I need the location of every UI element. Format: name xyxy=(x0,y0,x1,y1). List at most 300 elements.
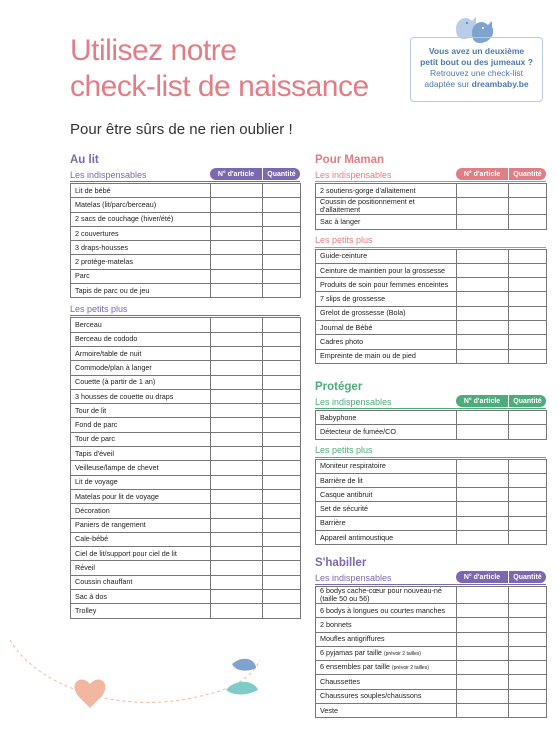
quantity-cell[interactable] xyxy=(263,418,301,432)
quantity-cell[interactable] xyxy=(263,475,301,489)
column-quantity: Quantité xyxy=(262,168,300,180)
quantity-cell[interactable] xyxy=(263,375,301,389)
table-row xyxy=(71,226,301,240)
article-number-cell[interactable] xyxy=(211,389,263,403)
table-row xyxy=(71,269,301,283)
quantity-cell[interactable] xyxy=(263,346,301,360)
quantity-cell[interactable] xyxy=(509,411,547,425)
table-row xyxy=(71,212,301,226)
quantity-cell[interactable] xyxy=(509,516,547,530)
divider xyxy=(315,584,546,585)
promo-line4-prefix: adaptée sur xyxy=(424,79,472,89)
item-label xyxy=(316,321,457,335)
quantity-cell[interactable] xyxy=(509,321,547,335)
article-number-cell[interactable] xyxy=(211,255,263,269)
table-row xyxy=(71,432,301,446)
column-headers xyxy=(456,571,546,583)
item-text: Moufles antigriffures xyxy=(320,634,385,644)
quantity-cell[interactable] xyxy=(509,488,547,502)
article-number-cell[interactable] xyxy=(457,618,509,632)
item-text: Sac à langer xyxy=(320,216,361,226)
item-text: Détecteur de fumée/CO xyxy=(320,426,396,436)
subsection-header xyxy=(70,168,300,181)
article-number-cell[interactable] xyxy=(457,215,509,229)
subsection-label: Les petits plus xyxy=(315,445,373,456)
subsection-header xyxy=(315,395,546,408)
article-number-cell[interactable] xyxy=(211,547,263,561)
column-article: N° d'article xyxy=(463,170,501,178)
quantity-cell[interactable] xyxy=(509,335,547,349)
table-row xyxy=(316,425,547,439)
item-text: 6 bodys cache-cœur pour nouveau-né (taille 50 ou 56) xyxy=(320,586,442,603)
quantity-cell[interactable] xyxy=(263,532,301,546)
item-label xyxy=(71,418,211,432)
table-row xyxy=(316,473,547,487)
checklist-table xyxy=(315,249,547,364)
article-number-cell[interactable] xyxy=(457,249,509,263)
table-row xyxy=(71,241,301,255)
item-note: (prévoir 2 tailles) xyxy=(391,665,429,672)
divider xyxy=(70,181,300,182)
item-text: Berceau xyxy=(75,320,102,330)
article-number-cell[interactable] xyxy=(457,646,509,660)
item-text: Réveil xyxy=(75,563,95,573)
item-label xyxy=(71,318,211,332)
item-text: Trolley xyxy=(75,605,97,615)
promo-link[interactable]: dreambaby.be xyxy=(471,79,529,89)
item-label xyxy=(71,284,211,298)
article-number-cell[interactable] xyxy=(457,488,509,502)
divider xyxy=(315,408,546,409)
item-label xyxy=(71,532,211,546)
item-label xyxy=(71,375,211,389)
item-text: Moniteur respiratoire xyxy=(320,461,386,471)
item-label xyxy=(71,575,211,589)
table-row xyxy=(316,184,547,198)
article-number-cell[interactable] xyxy=(457,689,509,703)
column-headers xyxy=(456,395,546,407)
table-row xyxy=(316,531,547,545)
quantity-cell[interactable] xyxy=(509,263,547,277)
subsection-header xyxy=(315,234,546,247)
article-number-cell[interactable] xyxy=(457,321,509,335)
section-title: Protéger xyxy=(315,381,363,393)
quantity-cell[interactable] xyxy=(263,332,301,346)
quantity-cell[interactable] xyxy=(509,459,547,473)
column-headers xyxy=(456,168,546,180)
item-text: Chaussures souples/chaussons xyxy=(320,691,422,701)
quantity-cell[interactable] xyxy=(263,518,301,532)
item-label xyxy=(316,292,457,306)
quantity-cell[interactable] xyxy=(509,632,547,646)
table-row xyxy=(71,198,301,212)
quantity-cell[interactable] xyxy=(263,547,301,561)
column-quantity: Quantité xyxy=(508,395,546,407)
article-number-cell[interactable] xyxy=(457,292,509,306)
article-number-cell[interactable] xyxy=(457,675,509,689)
quantity-cell[interactable] xyxy=(263,241,301,255)
quantity-cell[interactable] xyxy=(509,604,547,618)
article-number-cell[interactable] xyxy=(457,704,509,718)
table-row xyxy=(316,661,547,675)
quantity-cell[interactable] xyxy=(509,198,547,215)
item-label xyxy=(71,447,211,461)
article-number-cell[interactable] xyxy=(457,473,509,487)
quantity-cell[interactable] xyxy=(509,531,547,545)
item-text: Cadres photo xyxy=(320,337,364,347)
item-text: Armoire/table de nuit xyxy=(75,348,142,358)
table-row xyxy=(71,504,301,518)
table-row xyxy=(316,278,547,292)
item-label xyxy=(316,459,457,473)
item-text: Produits de soin pour femmes enceintes xyxy=(320,279,449,289)
item-label xyxy=(316,618,457,632)
item-label xyxy=(316,488,457,502)
item-label xyxy=(71,475,211,489)
item-label xyxy=(316,675,457,689)
item-label xyxy=(71,346,211,360)
table-row xyxy=(316,411,547,425)
table-row xyxy=(71,284,301,298)
item-text: Lit de bébé xyxy=(75,185,111,195)
table-row xyxy=(316,198,547,215)
item-text: Veste xyxy=(320,705,338,715)
section-pour-maman xyxy=(315,154,546,364)
table-row xyxy=(71,255,301,269)
item-label xyxy=(71,432,211,446)
item-label xyxy=(316,249,457,263)
article-number-cell[interactable] xyxy=(457,604,509,618)
quantity-cell[interactable] xyxy=(263,226,301,240)
article-number-cell[interactable] xyxy=(457,263,509,277)
subsection-label: Les indispensables xyxy=(315,169,392,180)
article-number-cell[interactable] xyxy=(211,475,263,489)
item-text: Fond de parc xyxy=(75,420,118,430)
table-row xyxy=(316,321,547,335)
item-label xyxy=(316,263,457,277)
item-label xyxy=(71,198,211,212)
article-number-cell[interactable] xyxy=(457,411,509,425)
item-label xyxy=(71,389,211,403)
quantity-cell[interactable] xyxy=(509,704,547,718)
item-text: Matelas (lit/parc/berceau) xyxy=(75,199,157,209)
quantity-cell[interactable] xyxy=(263,212,301,226)
item-label xyxy=(71,504,211,518)
item-text: Décoration xyxy=(75,505,110,515)
article-number-cell[interactable] xyxy=(457,661,509,675)
item-text: 2 protège-matelas xyxy=(75,257,133,267)
quantity-cell[interactable] xyxy=(509,661,547,675)
article-number-cell[interactable] xyxy=(457,587,509,604)
item-label xyxy=(316,646,457,660)
item-text: Grelot de grossesse (Bola) xyxy=(320,308,406,318)
quantity-cell[interactable] xyxy=(263,447,301,461)
article-number-cell[interactable] xyxy=(457,632,509,646)
item-text: Sac à dos xyxy=(75,591,107,601)
item-text: Empreinte de main ou de pied xyxy=(320,351,416,361)
item-text: Tapis d'éveil xyxy=(75,448,114,458)
article-number-cell[interactable] xyxy=(211,375,263,389)
page-title-line1: Utilisez notre xyxy=(70,34,237,67)
item-text: Paniers de rangement xyxy=(75,520,146,530)
item-label xyxy=(71,461,211,475)
article-number-cell[interactable] xyxy=(211,418,263,432)
article-number-cell[interactable] xyxy=(211,447,263,461)
item-text: Parc xyxy=(75,271,90,281)
quantity-cell[interactable] xyxy=(509,587,547,604)
quantity-cell[interactable] xyxy=(509,184,547,198)
section-proteger xyxy=(315,381,546,545)
table-row xyxy=(316,215,547,229)
quantity-cell[interactable] xyxy=(263,284,301,298)
item-label xyxy=(316,278,457,292)
item-text: 6 pyjamas par taille xyxy=(320,648,382,658)
item-text: Babyphone xyxy=(320,412,357,422)
item-text: Couette (à partir de 1 an) xyxy=(75,377,156,387)
item-label xyxy=(316,349,457,363)
item-text: Coussin chauffant xyxy=(75,577,133,587)
quantity-cell[interactable] xyxy=(263,389,301,403)
item-label xyxy=(316,411,457,425)
table-row xyxy=(316,516,547,530)
article-number-cell[interactable] xyxy=(211,198,263,212)
table-row xyxy=(316,292,547,306)
item-text: 2 couvertures xyxy=(75,228,119,238)
item-text: Matelas pour lit de voyage xyxy=(75,491,159,501)
quantity-cell[interactable] xyxy=(509,249,547,263)
item-label xyxy=(316,184,457,198)
item-text: 2 bonnets xyxy=(320,619,352,629)
subsection-header xyxy=(315,444,546,457)
item-text: Guide-ceinture xyxy=(320,251,368,261)
table-row xyxy=(71,532,301,546)
quantity-cell[interactable] xyxy=(263,432,301,446)
item-label xyxy=(71,547,211,561)
article-number-cell[interactable] xyxy=(211,269,263,283)
item-label xyxy=(316,306,457,320)
article-number-cell[interactable] xyxy=(211,332,263,346)
item-label xyxy=(316,502,457,516)
item-text: Veilleuse/lampe de chevet xyxy=(75,462,159,472)
table-row xyxy=(316,459,547,473)
table-row xyxy=(316,249,547,263)
table-row xyxy=(316,646,547,660)
table-row xyxy=(71,561,301,575)
quantity-cell[interactable] xyxy=(263,255,301,269)
quantity-cell[interactable] xyxy=(509,473,547,487)
subsection-header xyxy=(315,168,546,181)
quantity-cell[interactable] xyxy=(509,278,547,292)
article-number-cell[interactable] xyxy=(211,346,263,360)
quantity-cell[interactable] xyxy=(509,618,547,632)
article-number-cell[interactable] xyxy=(457,425,509,439)
page-subtitle: Pour être sûrs de ne rien oublier ! xyxy=(70,121,293,138)
article-number-cell[interactable] xyxy=(211,461,263,475)
article-number-cell[interactable] xyxy=(457,335,509,349)
checklist-table xyxy=(70,183,301,298)
table-row xyxy=(316,675,547,689)
subsection-label: Les indispensables xyxy=(70,169,147,180)
quantity-cell[interactable] xyxy=(509,502,547,516)
quantity-cell[interactable] xyxy=(509,425,547,439)
table-row xyxy=(316,263,547,277)
item-label xyxy=(71,404,211,418)
article-number-cell[interactable] xyxy=(211,212,263,226)
table-row xyxy=(316,604,547,618)
item-label xyxy=(316,587,457,604)
quantity-cell[interactable] xyxy=(509,215,547,229)
divider xyxy=(315,457,546,458)
article-number-cell[interactable] xyxy=(211,361,263,375)
article-number-cell[interactable] xyxy=(457,502,509,516)
table-row xyxy=(316,488,547,502)
column-quantity: Quantité xyxy=(508,168,546,180)
table-row xyxy=(316,704,547,718)
section-title: S'habiller xyxy=(315,557,367,569)
item-label xyxy=(71,518,211,532)
item-label xyxy=(71,561,211,575)
quantity-cell[interactable] xyxy=(509,646,547,660)
table-row xyxy=(316,306,547,320)
article-number-cell[interactable] xyxy=(211,241,263,255)
column-article: N° d'article xyxy=(463,573,501,581)
quantity-cell[interactable] xyxy=(509,306,547,320)
table-row xyxy=(71,447,301,461)
item-text: 3 housses de couette ou draps xyxy=(75,391,174,401)
subsection-header xyxy=(70,302,300,315)
item-text: Journal de Bébé xyxy=(320,322,373,332)
table-row xyxy=(316,587,547,604)
item-text: Appareil antimoustique xyxy=(320,532,394,542)
column-headers xyxy=(210,168,300,180)
table-row xyxy=(316,632,547,646)
article-number-cell[interactable] xyxy=(211,575,263,589)
item-label xyxy=(71,361,211,375)
quantity-cell[interactable] xyxy=(263,361,301,375)
item-text: Berceau de cododo xyxy=(75,334,138,344)
item-text: Tapis de parc ou de jeu xyxy=(75,285,150,295)
quantity-cell[interactable] xyxy=(509,689,547,703)
item-label xyxy=(71,212,211,226)
subsection-label: Les indispensables xyxy=(315,396,392,407)
table-row xyxy=(71,547,301,561)
item-label xyxy=(71,332,211,346)
article-number-cell[interactable] xyxy=(457,531,509,545)
checklist-table xyxy=(315,183,547,230)
divider xyxy=(70,315,300,316)
promo-box xyxy=(410,37,543,102)
item-text: Ceinture de maintien pour la grossesse xyxy=(320,265,446,275)
article-number-cell[interactable] xyxy=(211,518,263,532)
quantity-cell[interactable] xyxy=(263,461,301,475)
promo-line4 xyxy=(411,79,542,90)
article-number-cell[interactable] xyxy=(457,349,509,363)
item-text: Lit de voyage xyxy=(75,477,118,487)
item-label xyxy=(71,489,211,503)
subsection-header xyxy=(315,571,546,584)
quantity-cell[interactable] xyxy=(509,675,547,689)
item-text: Commode/plan à langer xyxy=(75,362,152,372)
quantity-cell[interactable] xyxy=(509,292,547,306)
item-label xyxy=(316,516,457,530)
article-number-cell[interactable] xyxy=(211,404,263,418)
table-row xyxy=(316,335,547,349)
decorative-swirl xyxy=(0,600,280,752)
item-text: Ciel de lit/support pour ciel de lit xyxy=(75,548,177,558)
article-number-cell[interactable] xyxy=(457,198,509,215)
quantity-cell[interactable] xyxy=(263,561,301,575)
section-shabiller xyxy=(315,557,546,718)
quantity-cell[interactable] xyxy=(263,318,301,332)
item-label xyxy=(316,661,457,675)
article-number-cell[interactable] xyxy=(211,504,263,518)
item-label xyxy=(71,184,211,198)
divider xyxy=(315,181,546,182)
quantity-cell[interactable] xyxy=(263,489,301,503)
article-number-cell[interactable] xyxy=(457,278,509,292)
checklist-table xyxy=(70,317,301,618)
item-text: Tour de parc xyxy=(75,434,115,444)
quantity-cell[interactable] xyxy=(509,349,547,363)
table-row xyxy=(71,461,301,475)
subsection-label: Les indispensables xyxy=(315,572,392,583)
section-title: Pour Maman xyxy=(315,154,385,166)
article-number-cell[interactable] xyxy=(211,532,263,546)
divider xyxy=(315,247,546,248)
item-label xyxy=(71,241,211,255)
item-text: Casque antibruit xyxy=(320,489,373,499)
quantity-cell[interactable] xyxy=(263,198,301,212)
page-title-line2: check-list de naissance xyxy=(70,70,369,103)
article-number-cell[interactable] xyxy=(211,489,263,503)
article-number-cell[interactable] xyxy=(211,226,263,240)
checklist-table xyxy=(315,459,547,546)
quantity-cell[interactable] xyxy=(263,184,301,198)
article-number-cell[interactable] xyxy=(457,459,509,473)
article-number-cell[interactable] xyxy=(211,318,263,332)
article-number-cell[interactable] xyxy=(211,432,263,446)
item-text: Barrière de lit xyxy=(320,475,363,485)
promo-line3: Retrouvez une check-list xyxy=(429,68,524,78)
quantity-cell[interactable] xyxy=(263,269,301,283)
article-number-cell[interactable] xyxy=(211,561,263,575)
section-au-lit xyxy=(70,154,300,619)
item-text: Barrière xyxy=(320,518,346,528)
article-number-cell[interactable] xyxy=(457,306,509,320)
table-row xyxy=(71,518,301,532)
section-title: Au lit xyxy=(70,154,99,166)
article-number-cell[interactable] xyxy=(457,184,509,198)
quantity-cell[interactable] xyxy=(263,575,301,589)
item-text: 2 sacs de couchage (hiver/été) xyxy=(75,214,174,224)
item-text: 6 ensembles par taille xyxy=(320,662,390,672)
article-number-cell[interactable] xyxy=(211,184,263,198)
table-row xyxy=(71,184,301,198)
quantity-cell[interactable] xyxy=(263,404,301,418)
promo-line1: Vous avez un deuxième xyxy=(428,46,525,56)
article-number-cell[interactable] xyxy=(211,284,263,298)
item-note: (prévoir 2 tailles) xyxy=(383,651,421,658)
item-label xyxy=(316,473,457,487)
table-row xyxy=(71,418,301,432)
table-row xyxy=(71,332,301,346)
promo-line2: petit bout ou des jumeaux ? xyxy=(420,57,533,67)
table-row xyxy=(316,349,547,363)
article-number-cell[interactable] xyxy=(457,516,509,530)
item-text: Chaussettes xyxy=(320,677,360,687)
quantity-cell[interactable] xyxy=(263,504,301,518)
item-label xyxy=(316,425,457,439)
